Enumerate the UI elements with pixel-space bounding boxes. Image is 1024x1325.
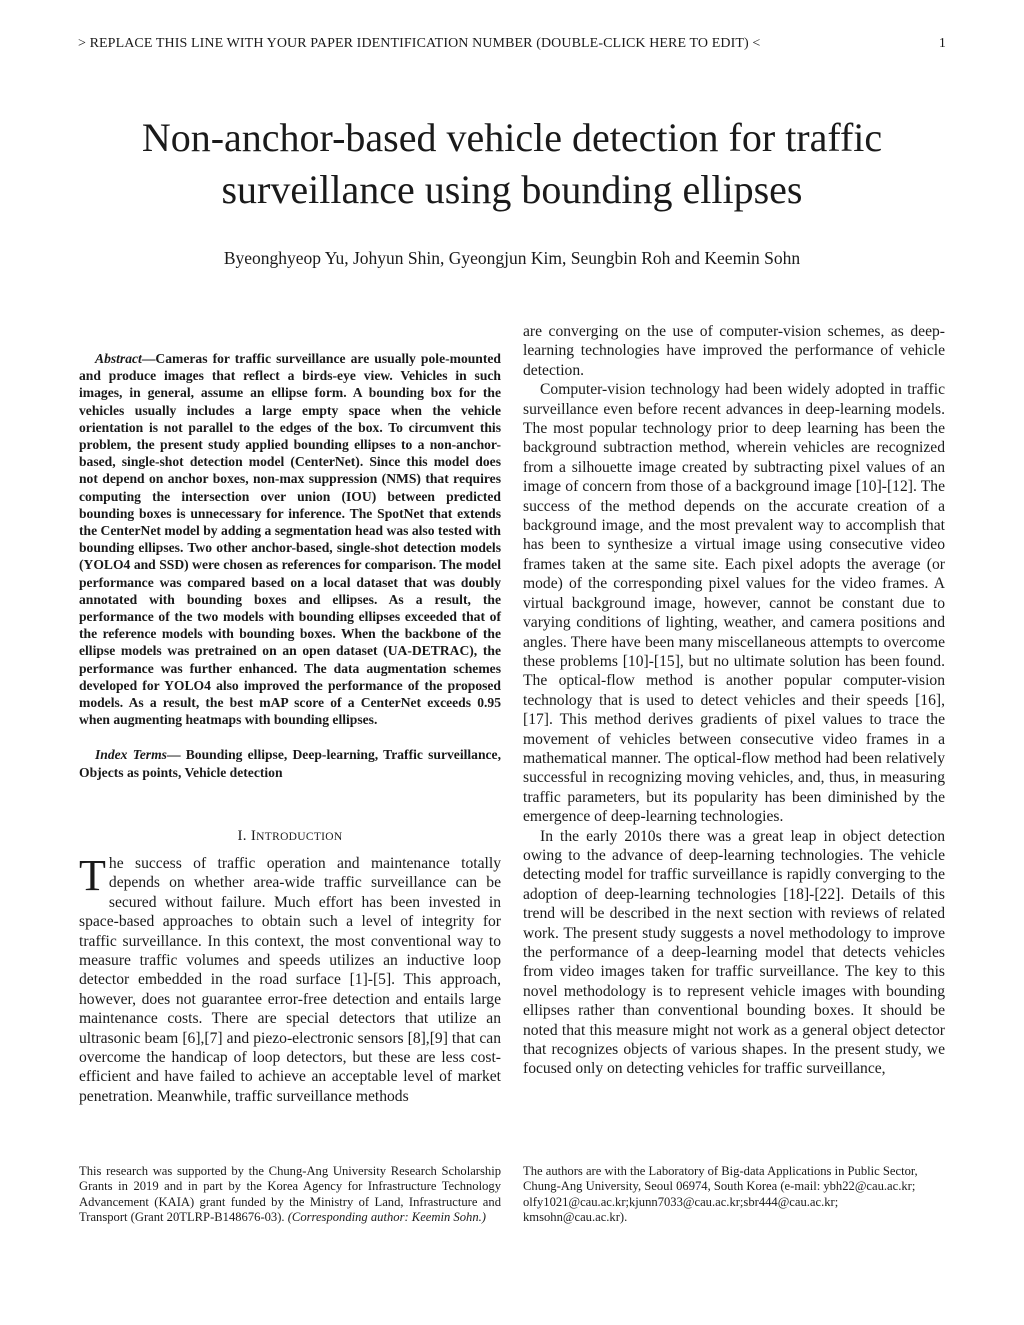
running-head-text: > REPLACE THIS LINE WITH YOUR PAPER IDENTIFICATION NUMBER (DOUBLE-CLICK HERE TO EDIT) < [78,36,761,51]
section-first-letter: I [250,827,257,844]
intro-paragraph-computer-vision: Computer-vision technology had been widely adopted in traffic surveillance even before recent advances in deep-learning models. The most popular technology prior to deep learning has been the background subtraction method, wherein vehicles are recognized from a silhouette image created by subtracting pixel values of an image of concern from those of a background image [10]-[12]. The success of the method depends on the accurate creation of a background image, and the most prevalent way to accomplish that has been to synthesize a virtual image using consecutive video frames taken at the same site. Each pixel adopts the average (or mode) of the corresponding pixel values for the video frames. A virtual background image, however, cannot be constant due to varying conditions of lighting, weather, and camera positions and angles. There have been many miscellaneous attempts to overcome these problems [10]-[15], but no ultimate solution has been found. The optical-flow method is another popular computer-vision technology that is used to detect vehicles and their speeds [16],[17]. This method derives gradients of pixel values to trace the movement of vehicles between consecutive video frames in a mathematical manner. The optical-flow method had been relatively successful in recognizing moving vehicles, and, thus, in measuring traffic parameters, but its popularity has been diminished by the emergence of deep-learning technologies. [523,381,945,826]
funding-text: This research was supported by the Chung-Ang University Research Scholarship Grants in 2019 and in part by the Korea Agency for Infrastructure Technology Advancement (KAIA) grant funded by the Ministry of Land, Infrastructure and Transport (Grant 20TLRP-B148676-03). [79,1164,501,1225]
paper-title [0,112,1024,216]
abstract [79,350,501,728]
abstract-label: Abstract [95,351,142,366]
intro-left-text: he success of traffic operation and maintenance totally depends on whether area-wide traffic surveillance can be secured without failure. Much effort has been invested in space-based approaches to obtain such a level of integrity for traffic surveillance. In this context, the most conventional way to measure traffic volumes and speeds utilizes an inductive loop detector embedded in the road surface [1]-[5]. This approach, however, does not guarantee error-free detection and entails large maintenance costs. There are special detectors that utilize an ultrasonic beam [6],[7] and piezo-electronic sensors [8],[9] that can overcome the handicap of loop detectors, but these are less cost-efficient and have failed to achieve an acceptable level of market penetration. Meanwhile, traffic surveillance methods [79,854,501,1105]
page-number: 1 [938,36,946,51]
right-column [523,322,945,1079]
author-list: Byeonghyeop Yu, Johyun Shin, Gyeongjun Kim, Seungbin Roh and Keemin Sohn [223,248,801,268]
drop-cap: T [79,850,106,900]
title-line-2: surveillance using bounding ellipses [221,167,803,212]
intro-paragraph-left [79,850,501,1106]
section-title-rest: NTRODUCTION [256,830,343,843]
running-head [78,36,946,52]
section-heading-introduction [79,828,501,845]
intro-paragraph-deep-learning: In the early 2010s there was a great leap in object detection owing to the advance of deep-learning technologies. The vehicle detecting model for traffic surveillance is rapidly converging to the adoption of deep-learning technologies [18]-[22]. Details of this trend will be described in the next section with reviews of related work. The present study suggests a novel methodology to improve the performance of a deep-learning model that detects vehicles from video images taken for traffic surveillance. The key to this novel methodology is to represent vehicle images with bounding ellipses rather than conventional bounding boxes. It should be noted that this measure might not work as a general object detector that recognizes objects of various shapes. In the present study, we focused only on detecting vehicles for traffic surveillance, [523,827,945,1078]
left-column [79,350,501,1106]
index-terms [79,746,501,780]
funding-footnote [79,1164,501,1226]
affiliation-footnote: The authors are with the Laboratory of Big-data Applications in Public Sector, Chung-Ang University, Seoul 06974, South Korea (e-mail: ybh22@cau.ac.kr; olfy1021@cau.ac.kr;kjunn7033@cau.ac.kr;sbr444@cau.ac.kr; kmsohn@cau.ac.kr). [523,1164,918,1225]
index-terms-label: Index Terms [95,747,167,763]
corresponding-author: (Corresponding author: Keemin Sohn.) [287,1210,486,1225]
index-terms-text: — Bounding ellipse, Deep-learning, Traffic surveillance, Objects as points, Vehicle detection [79,747,501,780]
title-line-1: Non-anchor-based vehicle detection for traffic [141,115,883,160]
intro-paragraph-continued: are converging on the use of computer-vision schemes, as deep-learning technologies have improved the performance of vehicle detection. [523,323,945,379]
section-numeral: I. [237,827,251,844]
abstract-text: —Cameras for traffic surveillance are usually pole-mounted and produce images that reflect a birds-eye view. Vehicles in such images, in general, assume an ellipse form. A bounding box for the vehicles usually includes a large empty space when the vehicle orientation is not parallel to the edges of the box. To circumvent this problem, the present study applied bounding ellipses to a non-anchor-based, single-shot detection model (CenterNet). Since this model does not depend on anchor boxes, non-max suppression (NMS) that requires computing the intersection over union (IOU) between predicted bounding boxes is unnecessary for inference. The SpotNet that extends the CenterNet model by adding a segmentation head was also tested with bounding ellipses. Two other anchor-based, single-shot detection models (YOLO4 and SSD) were chosen as references for comparison. The model performance was compared based on a local dataset that was doubly annotated with bounding boxes and ellipses. As a result, the performance of the two models with bounding ellipses exceeded that of the reference models with bounding boxes. When the backbone of the ellipse models was pretrained on an open dataset (UA-DETRAC), the performance was further enhanced. The data augmentation schemes developed for YOLO4 also improved the performance of the proposed models. As a result, the best mAP score of a CenterNet exceeds 0.95 when augmenting heatmaps with bounding ellipses. [79,351,501,728]
